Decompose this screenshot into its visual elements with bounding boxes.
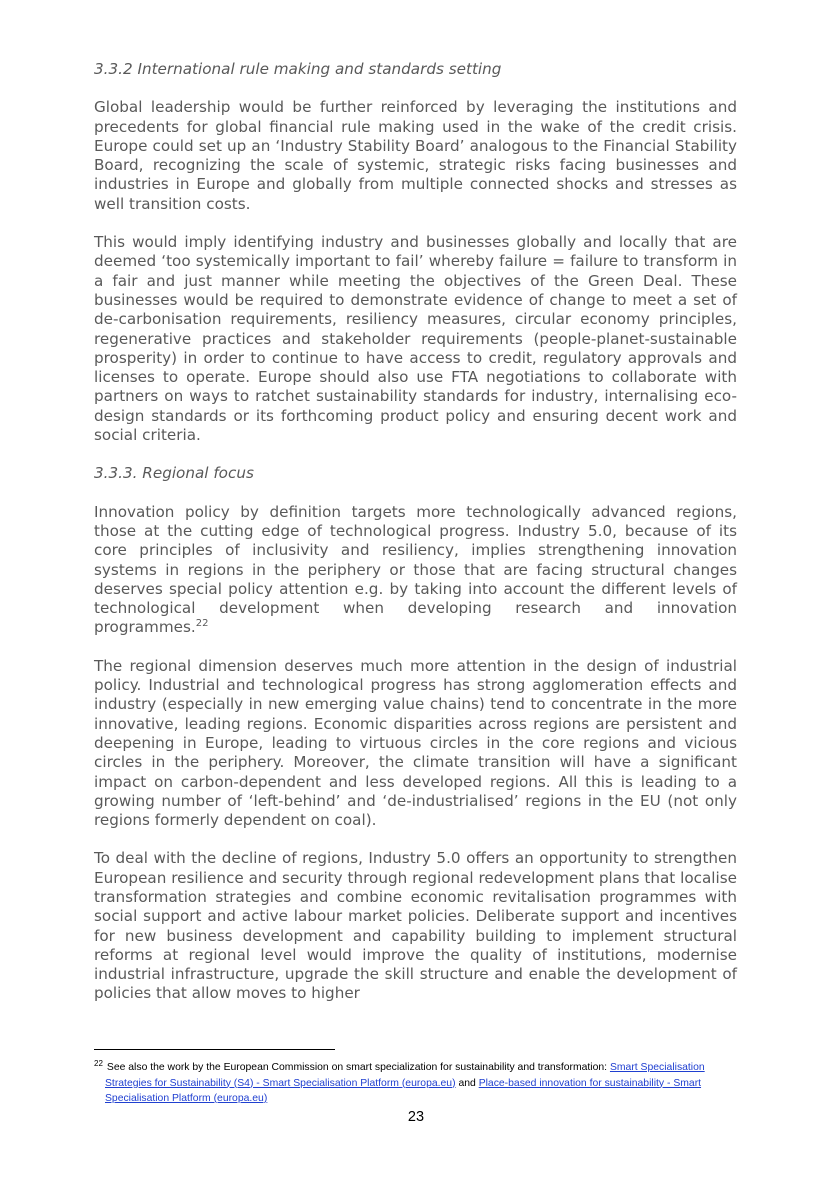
footnote — [94, 1060, 737, 1107]
footnote-text: See also the work by the European Commission on smart specialization for sustainability and transformation: — [106, 1062, 610, 1073]
footnote-separator — [94, 1049, 335, 1050]
footnote-number: 22 — [94, 1058, 103, 1068]
document-body — [94, 60, 737, 1023]
footnote-reference[interactable]: 22 — [195, 618, 209, 630]
page-number: 23 — [407, 1109, 425, 1125]
section-heading-3-3-3: 3.3.3. Regional focus — [94, 464, 254, 483]
footnote-link-s4[interactable]: Smart Specialisation Strategies for Sustainability (S4) - Smart Specialisation Platform (europa.eu) — [105, 1062, 705, 1089]
footnote-connector: and — [455, 1077, 479, 1089]
paragraph: To deal with the decline of regions, Industry 5.0 offers an opportunity to strengthen European resilience and security through regional redevelopment plans that localise transformation strategies and combine economic revitalisation programmes with social support and active labour market policies. Deliberate support and incentives for new business development and capability building to implement structural reforms at regional level would improve the quality of institutions, modernise industrial infrastructure, upgrade the skill structure and enable the development of policies that allow moves to higher — [94, 849, 737, 1003]
paragraph: This would imply identifying industry and businesses globally and locally that are deemed ‘too systemically important to fail’ whereby failure = failure to transform in a fair and just manner while meeting the objectives of the Green Deal. These businesses would be required to demonstrate evidence of change to meet a set of de-carbonisation requirements, resiliency measures, circular economy principles, regenerative practices and stakeholder requirements (people-planet-sustainable prosperity) in order to continue to have access to credit, regulatory approvals and licenses to operate. Europe should also use FTA negotiations to collaborate with partners on ways to ratchet sustainability standards for industry, internalising eco-design standards or its forthcoming product policy and ensuring decent work and social criteria. — [94, 233, 737, 445]
paragraph — [94, 503, 737, 638]
paragraph: Global leadership would be further reinforced by leveraging the institutions and precedents for global financial rule making used in the wake of the credit crisis. Europe could set up an ‘Industry Stability Board’ analogous to the Financial Stability Board, recognizing the scale of systemic, strategic risks facing businesses and industries in Europe and globally from multiple connected shocks and stresses as well transition costs. — [94, 98, 737, 213]
section-heading-3-3-2: 3.3.2 International rule making and standards setting — [94, 60, 502, 78]
footnote-link-place-based[interactable]: Place-based innovation for sustainability - Smart Specialisation Platform (europa.eu) — [105, 1077, 702, 1104]
paragraph: The regional dimension deserves much more attention in the design of industrial policy. Industrial and technological progress has strong agglomeration effects and industry (especially in new emerging value chains) tend to concentrate in the more innovative, leading regions. Economic disparities across regions are persistent and deepening in Europe, leading to virtuous circles in the core regions and vicious circles in the periphery. Moreover, the climate transition will have a significant impact on carbon-dependent and less developed regions. All this is leading to a growing number of ‘left-behind’ and ‘de-industrialised’ regions in the EU (not only regions formerly dependent on coal). — [94, 656, 737, 830]
paragraph-text: Innovation policy by definition targets more technologically advanced regions, those at the cutting edge of technological progress. Industry 5.0, because of its core principles of inclusivity and resiliency, implies strengthening innovation systems in regions in the periphery or those that are facing structural changes deserves special policy attention e.g. by taking into account the different levels of technological development when developing research and innovation programmes. — [94, 502, 737, 637]
footnote-body — [94, 1060, 737, 1107]
